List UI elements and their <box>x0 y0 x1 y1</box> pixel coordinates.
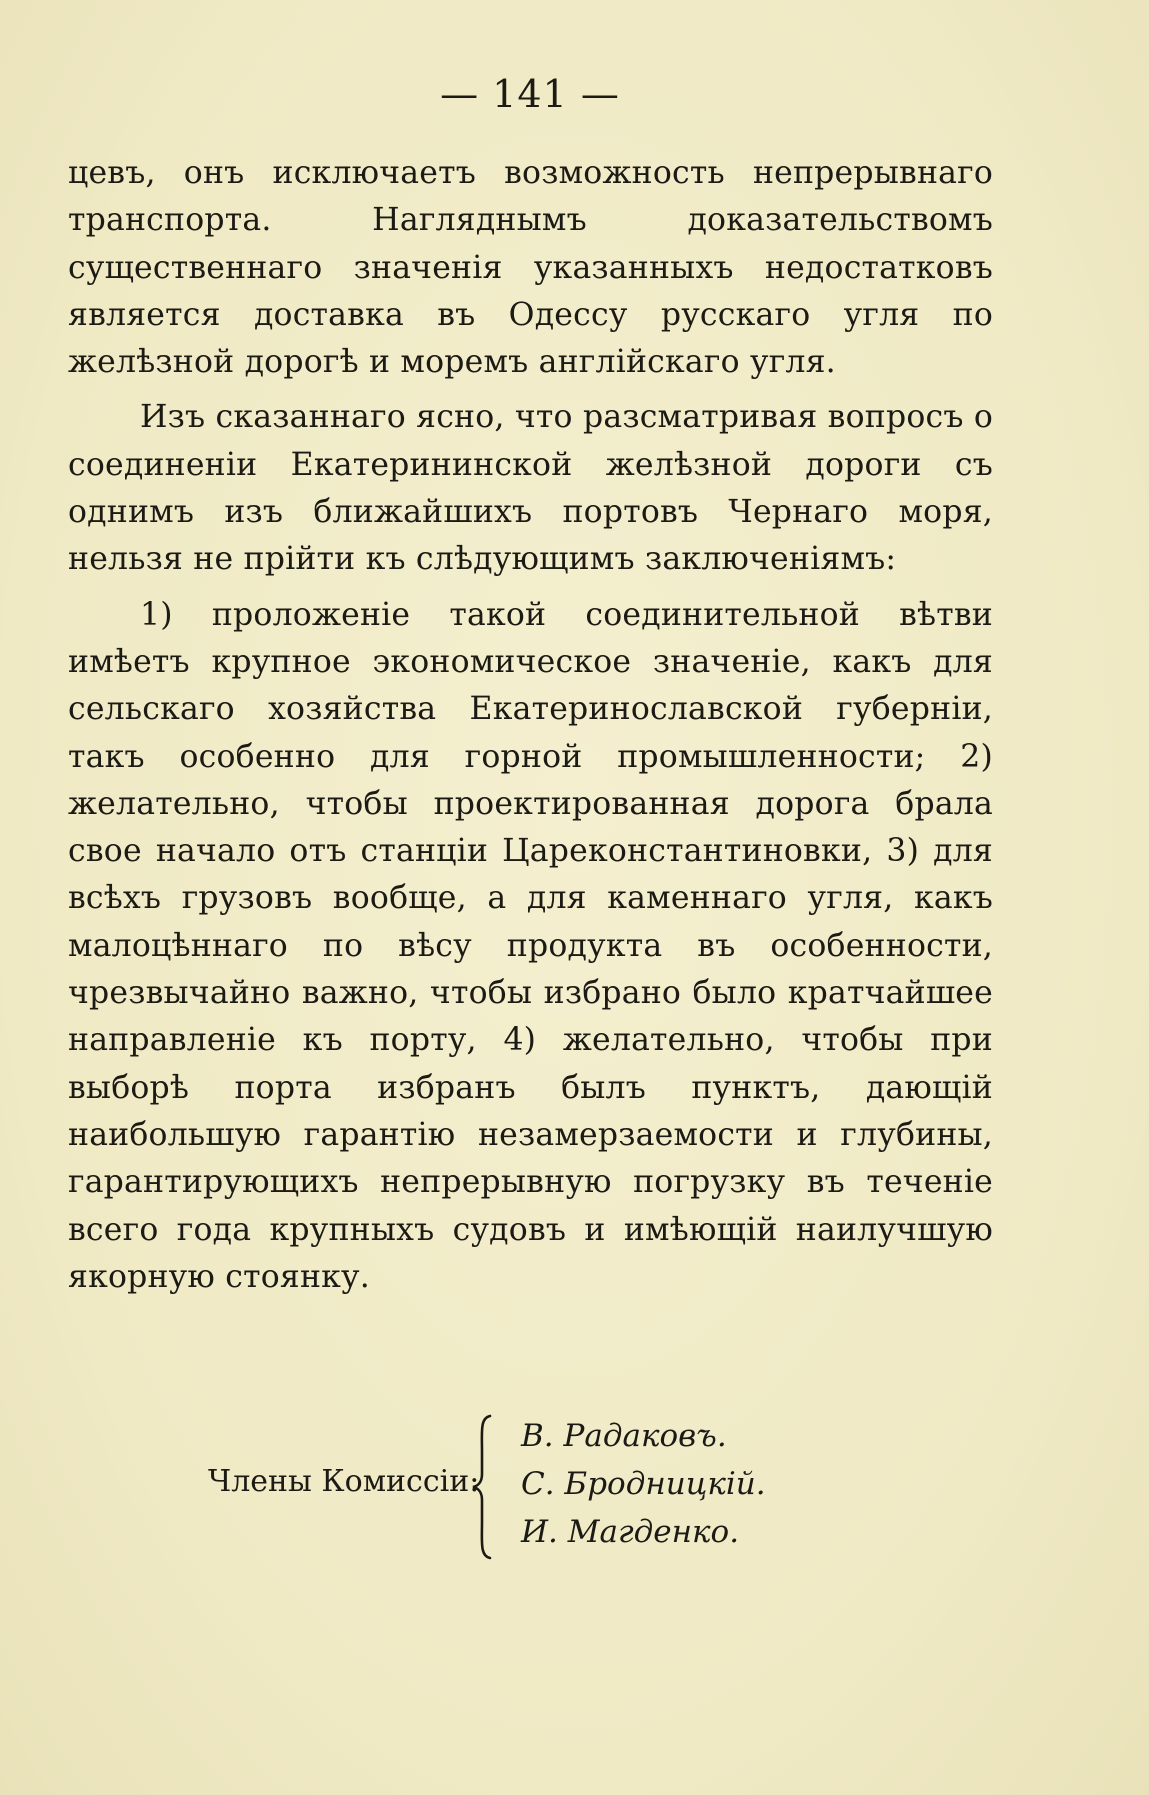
paragraph-2: Изъ сказаннаго ясно, что разсматривая вопросъ о соединеніи Екатерининской желѣзной дороги съ однимъ изъ ближайшихъ портовъ Чернаго моря, нельзя не прійти къ слѣдующимъ заключеніямъ: <box>68 399 993 578</box>
signature-names <box>521 1412 766 1556</box>
curly-brace-icon <box>470 1412 496 1562</box>
signature-label: Члены Комиссіи: <box>208 1464 480 1499</box>
signature-name-1: В. Радаковъ. <box>521 1418 727 1454</box>
signature-block <box>208 1412 808 1562</box>
body-text <box>68 150 993 1309</box>
signature-name-2: С. Бродницкій. <box>521 1466 766 1502</box>
paragraph-3: 1) проложеніе такой соединительной вѣтви имѣетъ крупное экономическое значеніе, какъ для сельскаго хозяйства Екатеринославской губерніи, такъ особенно для горной промышленности; 2) желательно, чтобы проектированная дорога брала свое начало отъ станціи Цареконстантиновки, 3) для всѣхъ грузовъ вообще, а для каменнаго угля, какъ малоцѣннаго по вѣсу продукта въ особенности, чрезвычайно важно, чтобы избрано было кратчайшее направленіе къ порту, 4) желательно, чтобы при выборѣ порта избранъ былъ пунктъ, дающій наибольшую гарантію незамерзаемости и глубины, гарантирующихъ непрерывную погрузку въ теченіе всего года крупныхъ судовъ и имѣющій наилучшую якорную стоянку. <box>68 596 993 1295</box>
signature-name-3: И. Магденко. <box>521 1514 740 1550</box>
paragraph-1: цевъ, онъ исключаетъ возможность непрерывнаго транспорта. Нагляднымъ доказательствомъ существеннаго значенія указанныхъ недостатковъ является доставка въ Одессу русскаго угля по желѣзной дорогѣ и моремъ англійскаго угля. <box>68 155 993 381</box>
page-number: — 141 — <box>440 72 620 116</box>
